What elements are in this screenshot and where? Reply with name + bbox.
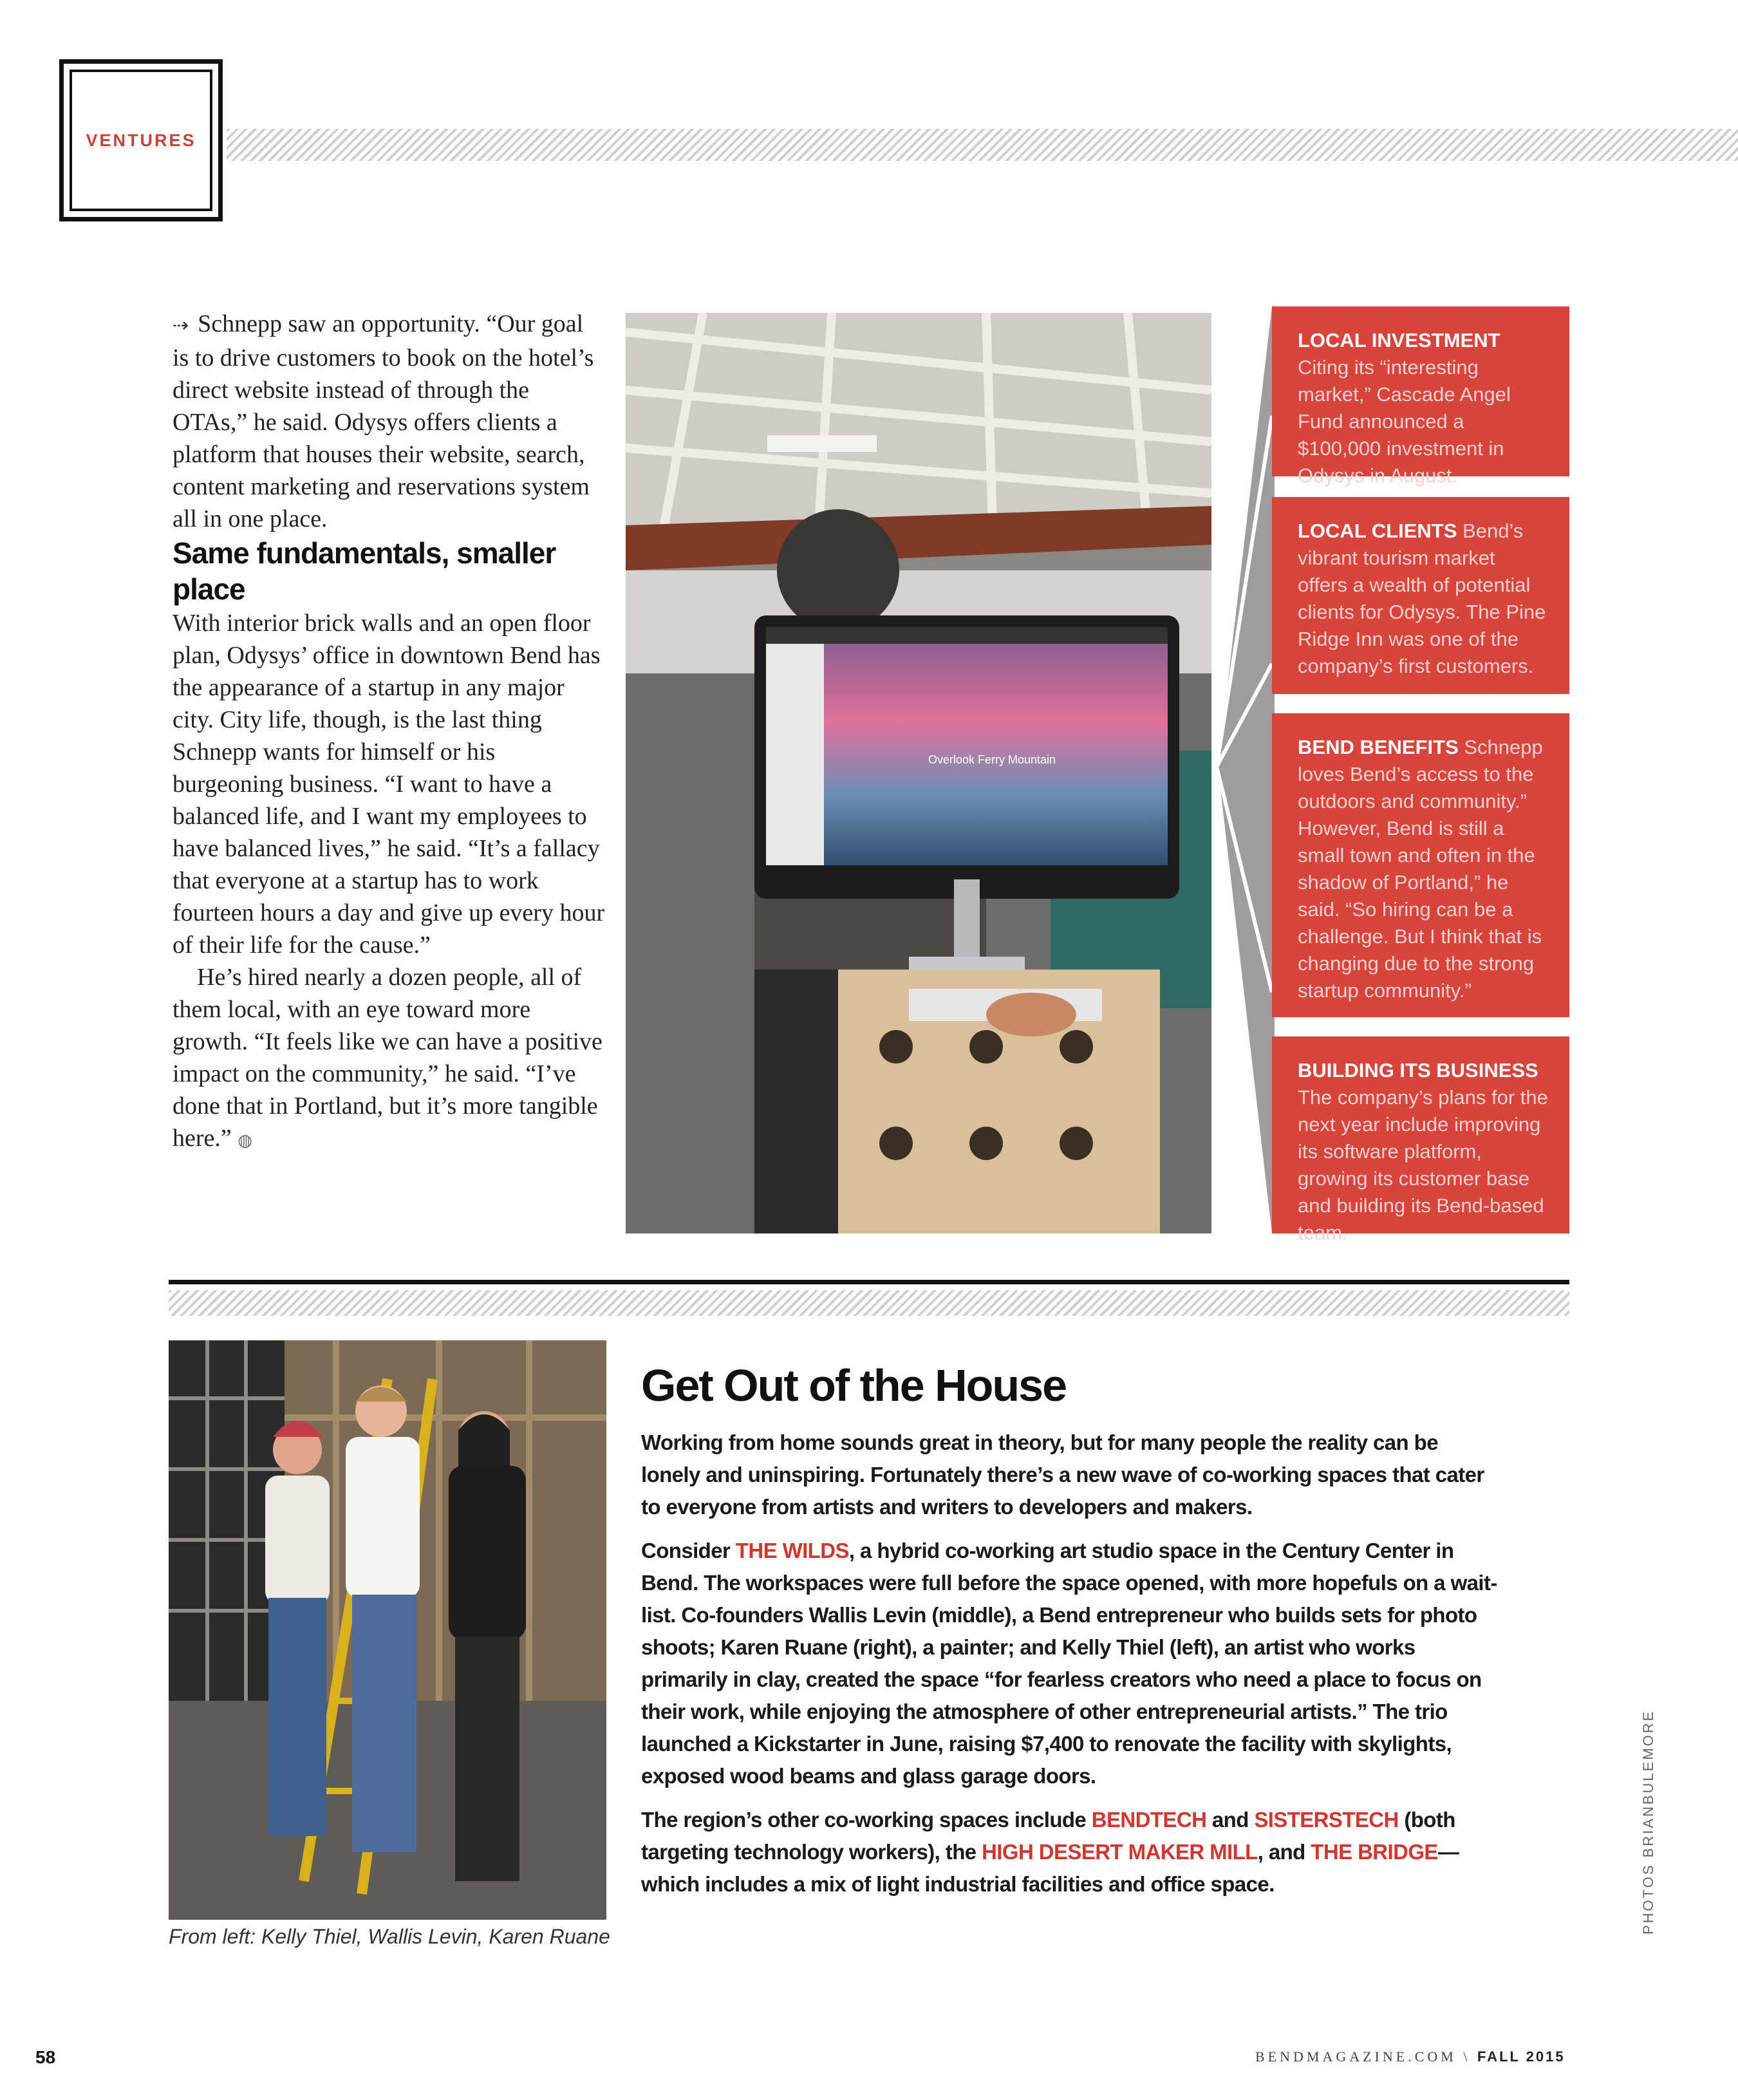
article (641, 1358, 1497, 1912)
founders-photo (169, 1340, 606, 1920)
article-paragraph-1: Working from home sounds great in theory, but for many people the reality can be lonely and uninspiring. Fortunately there’s a new wave of co-working spaces that cater to everyone from artists and writers to developers and makers. (641, 1430, 1484, 1519)
maker-mill-link: HIGH DESERT MAKER MILL (982, 1840, 1258, 1864)
callout-title: BUILDING ITS BUSINESS (1298, 1059, 1538, 1082)
article-paragraph-3: The region’s other co-working spaces include BENDTECH and SISTERSTECH (both targeting technology workers), the HIGH DESERT MAKER MILL, and THE BRIDGE—which includes a mix of light industrial facilities and office space. (641, 1808, 1459, 1896)
end-mark-icon: ◍ (238, 1131, 252, 1150)
intro-paragraph: ⇢ Schnepp saw an opportunity. “Our goal is to drive customers to book on the hotel’s direct website instead of through the OTAs,” he said. Odysys offers clients a platform that houses their website, search, content marketing and reservations system all in one place. (173, 310, 594, 532)
folio-separator: \ (1463, 2048, 1471, 2065)
site-name: BENDMAGAZINE.COM (1255, 2048, 1457, 2065)
photo-caption: From left: Kelly Thiel, Wallis Levin, Karen Ruane (169, 1925, 610, 1948)
folio (1255, 2048, 1565, 2065)
callout-text: Citing its “interesting market,” Cascade Angel Fund announced a $100,000 investment in Odysys in August. (1298, 356, 1511, 487)
continued-arrow-icon: ⇢ (173, 314, 189, 337)
paragraph-2: He’s hired nearly a dozen people, all of them local, with an eye toward more growth. “It feels like we can have a positive impact on the community,” he said. “I’ve done that in Portland, but it’s more tangible here.” ◍ (173, 964, 603, 1152)
callout-text: The company’s plans for the next year include improving its software platform, growing its customer base and building its Bend-based team. (1298, 1086, 1548, 1244)
the-bridge-link: THE BRIDGE (1311, 1840, 1438, 1864)
season: FALL 2015 (1477, 2048, 1565, 2065)
section-divider (169, 1280, 1569, 1284)
section-box (59, 59, 223, 221)
photo-credit: PHOTOS BRIANBULEMORE (1640, 1709, 1656, 1935)
callout-text: Schnepp loves Bend’s access to the outdoors and community.” However, Bend is still a small town and often in the shadow of Portland,” he said. “So hiring can be a challenge. But I think that is changing due to the strong startup community.” (1298, 736, 1543, 1002)
the-wilds-link: THE WILDS (735, 1539, 849, 1562)
callout-local-clients (1272, 497, 1569, 694)
office-photo (626, 313, 1211, 1233)
article-title: Get Out of the House (641, 1360, 1066, 1411)
section-label: VENTURES (86, 130, 196, 150)
callout-title: LOCAL CLIENTS (1298, 520, 1457, 542)
article-paragraph-2: Consider THE WILDS, a hybrid co-working art studio space in the Century Center in Bend. The workspaces were full before the space opened, with more hopefuls on a wait-list. Co-founders Wallis Levin (middle), a Bend entrepreneur who builds sets for photo shoots; Karen Ruane (right), a painter; and Kelly Thiel (left), an artist who works primarily in clay, created the space “for fearless creators who need a place to focus on their work, while enjoying the atmosphere of other entrepreneurial artists.” The trio launched a Kickstarter in June, raising $7,400 to renovate the facility with skylights, exposed wood beams and glass garage doors. (641, 1539, 1497, 1788)
subhead: Same fundamentals, smaller place (173, 536, 556, 606)
divider-hatch-bar (169, 1290, 1569, 1316)
paragraph-1: With interior brick walls and an open floor plan, Odysys’ office in downtown Bend has the appearance of a startup in any major city. City life, though, is the last thing Schnepp wants for himself or his burgeoning business. “I want to have a balanced life, and I want my employees to have balanced lives,” he said. “It’s a fallacy that everyone at a startup has to work fourteen hours a day and give up every hour of their life for the cause.” (173, 610, 605, 959)
body-column (173, 308, 605, 1157)
bendtech-link: BENDTECH (1091, 1808, 1207, 1832)
sisterstech-link: SISTERSTECH (1254, 1808, 1399, 1832)
header-hatch-bar (227, 129, 1738, 161)
callout-bend-benefits (1272, 713, 1569, 1017)
screen-text: Overlook Ferry Mountain (928, 753, 1056, 766)
callout-title: LOCAL INVESTMENT (1298, 329, 1500, 352)
callout-building-its-business (1272, 1036, 1569, 1244)
page-number: 58 (35, 2047, 56, 2067)
callout-local-investment (1272, 306, 1569, 487)
callout-title: BEND BENEFITS (1298, 736, 1459, 758)
callout-connector (1210, 306, 1275, 1233)
callout-text: Bend’s vibrant tourism market offers a wealth of potential clients for Odysys. The Pine Ridge Inn was one of the company’s first customers. (1298, 520, 1546, 677)
